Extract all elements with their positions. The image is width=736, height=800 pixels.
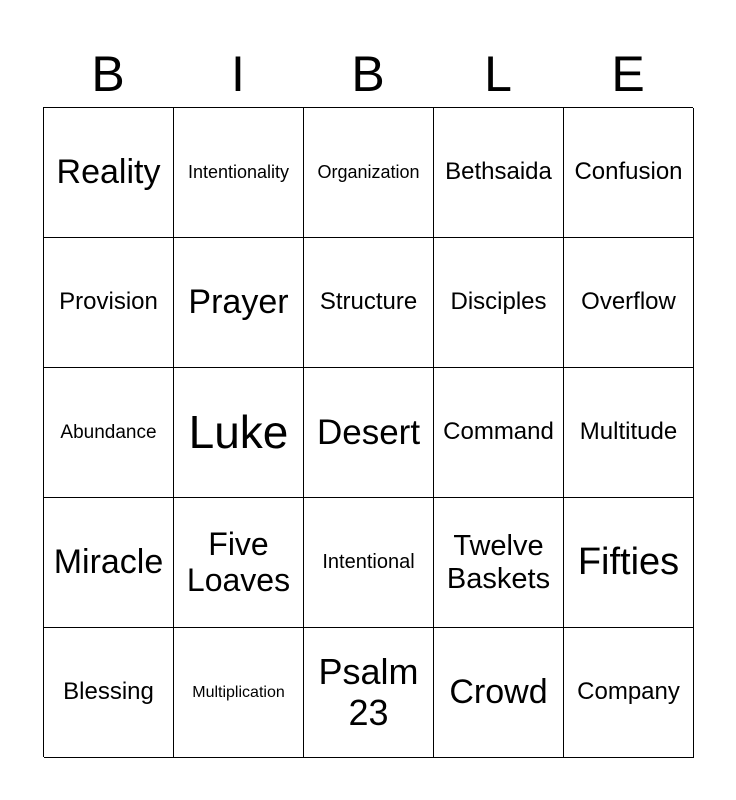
bingo-cell[interactable]: Desert bbox=[304, 368, 434, 498]
bingo-cell[interactable]: Crowd bbox=[434, 628, 564, 758]
header-letter-b2: B bbox=[351, 46, 385, 102]
bingo-cell[interactable]: Abundance bbox=[44, 368, 174, 498]
bingo-cell[interactable]: Multitude bbox=[564, 368, 694, 498]
bingo-cell[interactable]: Intentionality bbox=[174, 108, 304, 238]
bingo-cell[interactable]: Five Loaves bbox=[174, 498, 304, 628]
bingo-cell[interactable]: Organization bbox=[304, 108, 434, 238]
bingo-cell[interactable]: Luke bbox=[174, 368, 304, 498]
bingo-header bbox=[43, 44, 693, 104]
bingo-cell[interactable]: Command bbox=[434, 368, 564, 498]
bingo-cell[interactable]: Disciples bbox=[434, 238, 564, 368]
bingo-cell[interactable]: Structure bbox=[304, 238, 434, 368]
bingo-cell[interactable]: Prayer bbox=[174, 238, 304, 368]
bingo-cell[interactable]: Overflow bbox=[564, 238, 694, 368]
bingo-cell[interactable]: Company bbox=[564, 628, 694, 758]
bingo-board bbox=[43, 107, 693, 757]
bingo-cell[interactable]: Reality bbox=[44, 108, 174, 238]
bingo-cell[interactable]: Psalm 23 bbox=[304, 628, 434, 758]
bingo-cell[interactable]: Blessing bbox=[44, 628, 174, 758]
bingo-cell[interactable]: Miracle bbox=[44, 498, 174, 628]
bingo-cell[interactable]: Bethsaida bbox=[434, 108, 564, 238]
bingo-cell[interactable]: Confusion bbox=[564, 108, 694, 238]
header-letter-e: E bbox=[611, 46, 645, 102]
bingo-cell[interactable]: Multiplication bbox=[174, 628, 304, 758]
header-letter-b: B bbox=[91, 46, 125, 102]
bingo-cell[interactable]: Twelve Baskets bbox=[434, 498, 564, 628]
bingo-cell[interactable]: Fifties bbox=[564, 498, 694, 628]
bingo-cell[interactable]: Provision bbox=[44, 238, 174, 368]
bingo-cell[interactable]: Intentional bbox=[304, 498, 434, 628]
header-letter-l: L bbox=[484, 46, 512, 102]
header-letter-i: I bbox=[231, 46, 245, 102]
